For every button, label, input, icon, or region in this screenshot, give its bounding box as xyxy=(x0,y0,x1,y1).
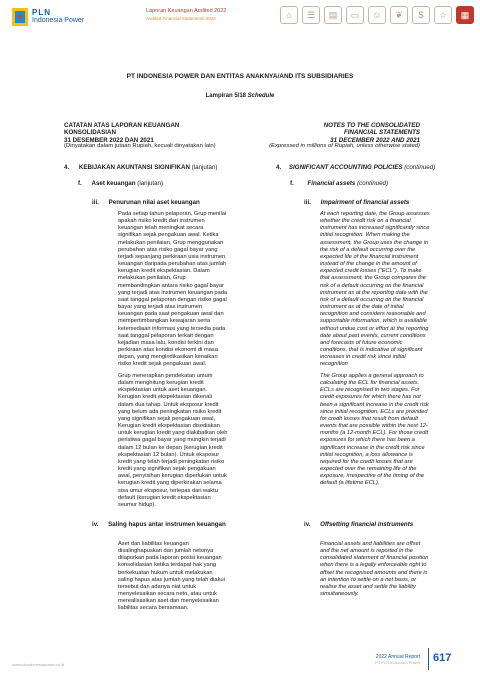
paragraph-line: date about past events, current conditions xyxy=(320,332,426,339)
paragraph-line: apakah risiko kredit dari instrumen xyxy=(118,218,205,225)
page-number: 617 xyxy=(433,652,452,664)
paragraph-line: since initial recognition, ECLs are provided xyxy=(320,408,428,415)
section-number: 4. xyxy=(64,164,70,171)
subsection-number: iii. xyxy=(304,199,311,206)
paragraph-line: saling hapus atas jumlah yang telah diakui xyxy=(118,576,225,583)
paragraph-line: merealisasikan aset dan menyelesaikan xyxy=(118,598,219,605)
paragraph-line: dalam menghitung kerugian kredit xyxy=(118,380,204,387)
paragraph-line: signifikan sejak pengakuan awal. Ketika xyxy=(118,232,219,239)
paragraph-line: dalam dua tahap. Untuk eksposur kredit xyxy=(118,401,219,408)
subsection-cont: (continued) xyxy=(357,180,389,187)
schedule-label xyxy=(0,93,480,99)
footer-company: PT PLN Indonesia Power xyxy=(375,660,420,665)
right-heading-line3: 31 DECEMBER 2022 AND 2021 xyxy=(330,136,420,144)
paragraph-line: Pada setiap tahun pelaporan, Grup menilai xyxy=(118,211,227,217)
pln-logo-icon xyxy=(12,8,28,26)
paragraph-line: The Group applies a general approach to xyxy=(320,373,424,379)
section-4-left xyxy=(64,164,217,171)
paragraph-line: Aset dan liabilitas keuangan xyxy=(118,541,189,547)
paragraph-line: perkiraan atas kondisi ekonomi di masa xyxy=(118,346,218,353)
paragraph-line: recognition and considers reasonable and xyxy=(320,311,426,318)
subsection-title: Financial assets xyxy=(307,180,356,187)
report-title xyxy=(146,8,226,22)
paragraph-line: instrument has increased significantly since xyxy=(320,225,430,232)
paragraph-line: ekspektasian 12 bulan). Untuk eksposur xyxy=(118,451,220,458)
subsection-title: Penurunan nilai aset keuangan xyxy=(108,199,200,206)
paragraph-line: expected over the remaining life of the xyxy=(320,466,417,473)
paragraph-line: keuangan telah meningkat secara xyxy=(118,225,204,232)
subsection-iii-left xyxy=(92,199,200,206)
paragraph-line: sisa umur eksposur, terlepas dari waktu xyxy=(118,487,218,494)
paragraph-line: conditions, that is indicative of significant xyxy=(320,346,423,353)
right-heading-note: (Expressed in millions of Rupiah, unless otherwise stated) xyxy=(269,143,420,149)
subsection-title: Impairment of financial assets xyxy=(320,199,410,206)
paragraph-line: calculating the ECL for financial assets. xyxy=(320,380,420,387)
paragraph-line: assessment, the Group uses the change in xyxy=(320,239,429,246)
paragraph-line: kejadian masa lalu, kondisi terkini dan xyxy=(118,339,214,346)
paragraph-line: seumur hidup). xyxy=(118,501,156,508)
navigation-icons xyxy=(280,6,474,24)
paragraph-line: required for the credit losses that are xyxy=(320,458,413,465)
paragraph-line: supportable information, which is available xyxy=(320,318,427,325)
subsection-iv-left xyxy=(92,521,226,528)
money-icon[interactable]: $ xyxy=(412,6,430,24)
subsection-number: iv. xyxy=(304,521,311,528)
paragraph-line: perubahan atas risiko gagal bayar yang xyxy=(118,246,218,253)
paragraph-line: saat tanggal pelaporan terkait dengan xyxy=(118,332,214,339)
paragraph-line: initial recognition, a loss allowance is xyxy=(320,451,413,458)
paragraph-line: kredit yang telah terjadi peningkatan risiko xyxy=(118,458,225,465)
paragraph-line: risk of a default occurring on the financial xyxy=(320,282,424,289)
paragraph-line: significant increase in the credit risk since xyxy=(320,444,425,451)
paragraph-line: mempertimbangkan kewajaran serta xyxy=(118,318,210,325)
footer-report-title: 2022 Annual Report xyxy=(375,654,420,660)
home-icon[interactable]: ⌂ xyxy=(280,6,298,24)
paragraph-line: Kerugian kredit ekspektasian disediakan xyxy=(118,423,220,430)
right-heading-line1: NOTES TO THE CONSOLIDATED xyxy=(323,122,420,129)
report-title-main: Laporan Keuangan Audited 2022 xyxy=(146,8,227,14)
paragraph-line: default (kerugian kredit ekspektasian xyxy=(118,494,211,501)
left-heading-note: (Dinyatakan dalam jutaan Rupiah, kecuali dinyatakan lain) xyxy=(64,143,216,149)
paragraph-line: expected credit losses ("ECL"). To make xyxy=(320,268,422,275)
company-title: PT INDONESIA POWER DAN ENTITAS ANAKNYA/AND ITS SUBSIDIARIES xyxy=(126,73,354,80)
paragraph-line: peristiwa gagal bayar yang mungkin terjadi xyxy=(118,437,226,444)
subsection-cont: (lanjutan) xyxy=(137,180,164,187)
paragraph-line: default (a lifetime ECL). xyxy=(320,480,380,487)
paragraph-line: depan, yang mengindikasikan kenaikan xyxy=(118,354,218,361)
schedule-en: Schedule xyxy=(247,93,275,99)
paragraph-line: menyelesaikan secara neto, atau untuk xyxy=(118,591,217,598)
paragraph-line: realise the asset and settle the liability xyxy=(320,583,416,590)
schedule-id: Lampiran 5/18 xyxy=(205,93,246,99)
paragraph-line: offset the recognised amounts and there is xyxy=(320,569,428,576)
paragraph-line: dilaporkan pada laporan posisi keuangan xyxy=(118,555,222,562)
subsection-number: f. xyxy=(78,180,82,187)
subsection-number: iii. xyxy=(92,199,99,206)
footer-divider xyxy=(428,648,429,670)
paragraph-line: credit exposures for which there has not xyxy=(320,394,421,401)
paragraph-left-iii-2 xyxy=(118,373,271,509)
report-icon[interactable]: ▦ xyxy=(456,6,474,24)
paragraph-line: initial recognition. When making the xyxy=(320,232,410,239)
paragraph-line: terjadi sepanjang perkiraan usia instrumen xyxy=(118,253,226,260)
leaf-icon[interactable]: ❦ xyxy=(390,6,408,24)
footer-url[interactable]: www.plnindonesiapower.co.id xyxy=(12,662,65,667)
subsection-f-left xyxy=(78,180,163,187)
subsection-title: Aset keuangan xyxy=(91,180,136,187)
paragraph-line: Grup menerapkan pendekatan umum xyxy=(118,373,213,379)
paragraph-line: keuangan pada saat pengakuan awal dan xyxy=(118,311,224,318)
section-title: KEBIJAKAN AKUNTANSI SIGNIFIKAN xyxy=(78,164,190,171)
paragraph-line: kredit yang signifikan sejak pengakuan xyxy=(118,466,216,473)
paragraph-line: membandingkan antara risiko gagal bayar xyxy=(118,282,224,289)
paragraph-line: simultaneously. xyxy=(320,591,359,598)
paragraph-line: disalinghapuskan dan jumlah netonya xyxy=(118,548,214,555)
paragraph-right-iv xyxy=(320,541,471,598)
paragraph-line: been a significant increase in the credit risk xyxy=(320,401,429,408)
footer-report xyxy=(375,654,420,666)
paragraph-line: events that are possible within the next 12- xyxy=(320,423,428,430)
left-heading xyxy=(64,122,274,144)
paragraph-line: yang terjadi atas instrumen keuangan pada xyxy=(118,289,228,296)
paragraph-line: ECLs are recognised in two stages. For xyxy=(320,387,420,394)
paragraph-line: ketersediaan informasi yang tersedia pada xyxy=(118,325,226,332)
paragraph-line: expected life of the financial instrument xyxy=(320,253,419,260)
left-heading-line3: 31 DESEMBER 2022 DAN 2021 xyxy=(64,136,154,144)
paragraph-line: without undue cost or effort at the reporting xyxy=(320,325,429,332)
subsection-number: iv. xyxy=(92,521,99,528)
paragraph-line: liabilitas secara bersamaan. xyxy=(118,605,189,612)
right-heading xyxy=(276,122,420,144)
paragraph-line: exposure, irrespective of the timing of the xyxy=(320,473,425,480)
paragraph-line: consolidated statement of financial position xyxy=(320,555,429,562)
paragraph-line: instrument as at the reporting date with the xyxy=(320,289,428,296)
paragraph-line: exposures for which there has been a xyxy=(320,437,415,444)
section-cont: (lanjutan) xyxy=(191,164,218,171)
paragraph-line: that assessment, the Group compares the xyxy=(320,275,426,282)
subsection-iv-right xyxy=(304,521,413,528)
paragraph-line: yang signifikan sejak pengakuan awal, xyxy=(118,415,216,422)
paragraph-line: yang belum ada peningkatan risiko kredit xyxy=(118,408,222,415)
paragraph-line: keuangan daripada perubahan atas jumlah xyxy=(118,261,227,268)
paragraph-line: the risk of a default occurring over the xyxy=(320,246,416,253)
paragraph-line: and the net amount is reported in the xyxy=(320,548,413,555)
paragraph-line: whether the credit risk on a financial xyxy=(320,218,411,225)
paragraph-line: months (a 12-month ECL). For those credit xyxy=(320,430,429,437)
document-icon[interactable]: ▭ xyxy=(346,6,364,24)
paragraph-line: kerugian kredit ekspektasian. Dalam xyxy=(118,268,210,275)
paragraph-line: konsolidasian ketika terdapat hak yang xyxy=(118,562,217,569)
report-title-sub: Audited Financial Statements 2022 xyxy=(146,16,216,21)
paragraph-line: berkekuatan hukum untuk melakukan xyxy=(118,569,213,576)
page-header xyxy=(0,0,480,40)
paragraph-line: dalam 12 bulan ke depan (kerugian kredit xyxy=(118,444,223,451)
paragraph-line: melakukan penilaian, Grup xyxy=(118,275,186,282)
logo-brand: PLN xyxy=(32,8,51,17)
subsection-f-right xyxy=(290,180,388,187)
company-logo-text xyxy=(32,9,84,25)
section-4-right xyxy=(276,164,435,171)
paragraph-line: Kerugian kredit ekspektasian dikenali xyxy=(118,394,212,401)
paragraph-line: and forecasts of future economic xyxy=(320,339,403,346)
left-heading-line2: KONSOLIDASIAN xyxy=(64,129,116,137)
paragraph-line: risiko kredit sejak pengakuan awal. xyxy=(118,361,207,368)
paragraph-line: tersebut dan adanya niat untuk xyxy=(118,583,197,590)
paragraph-line: for credit losses that result from default xyxy=(320,415,418,422)
chart-icon[interactable]: ▤ xyxy=(324,6,342,24)
paragraph-line: Financial assets and liabilities are offset xyxy=(320,541,421,547)
paragraph-right-iii-1 xyxy=(320,211,471,368)
paragraph-right-iii-2 xyxy=(320,373,471,488)
paragraph-line: awal, penyisihan kerugian diperlukan untuk xyxy=(118,473,227,480)
subsection-number: f. xyxy=(290,180,294,187)
section-title: SIGNIFICANT ACCOUNTING POLICIES xyxy=(288,164,403,171)
subsection-title: Saling hapus antar instrumen keuangan xyxy=(108,521,226,528)
paragraph-line: instrument as at the date of initial xyxy=(320,304,404,311)
paragraph-left-iv xyxy=(118,541,271,613)
paragraph-line: melakukan penilaian, Grup menggunakan xyxy=(118,239,224,246)
paragraph-left-iii-1 xyxy=(118,211,271,368)
paragraph-line: an intention to settle on a net basis, or xyxy=(320,576,417,583)
paragraph-line: increases in credit risk since initial xyxy=(320,354,406,361)
paragraph-line: risk of a default occurring on the financial xyxy=(320,296,424,303)
paragraph-line: when there is a legally enforceable right to xyxy=(320,562,427,569)
left-heading-line1: CATATAN ATAS LAPORAN KEUANGAN xyxy=(64,122,180,129)
star-icon[interactable]: ☆ xyxy=(434,6,452,24)
paragraph-line: recognition xyxy=(320,361,348,368)
paragraph-line: saat tanggal pelaporan dengan risiko gagal xyxy=(118,296,227,303)
paragraph-line: bayar yang terjadi atas instrumen xyxy=(118,304,203,311)
right-heading-line2: FINANCIAL STATEMENTS xyxy=(344,129,420,137)
paragraph-line: kerugian kredit yang diperkirakan selama xyxy=(118,480,222,487)
paragraph-line: At each reporting date, the Group assesses xyxy=(320,211,430,217)
logo-subtitle: Indonesia Power xyxy=(32,17,85,24)
subsection-title: Offsetting financial instruments xyxy=(320,521,414,528)
paragraph-line: instead of the change in the amount of xyxy=(320,261,417,268)
paragraph-line: ekspektasian untuk aset keuangan. xyxy=(118,387,208,394)
section-cont: (continued) xyxy=(404,164,436,171)
paragraph-line: untuk kerugian kredit yang diakibatkan oleh xyxy=(118,430,228,437)
section-number: 4. xyxy=(276,164,282,171)
subsection-iii-right xyxy=(304,199,409,206)
people-icon[interactable]: ☺ xyxy=(368,6,386,24)
book-icon[interactable]: ☰ xyxy=(302,6,320,24)
